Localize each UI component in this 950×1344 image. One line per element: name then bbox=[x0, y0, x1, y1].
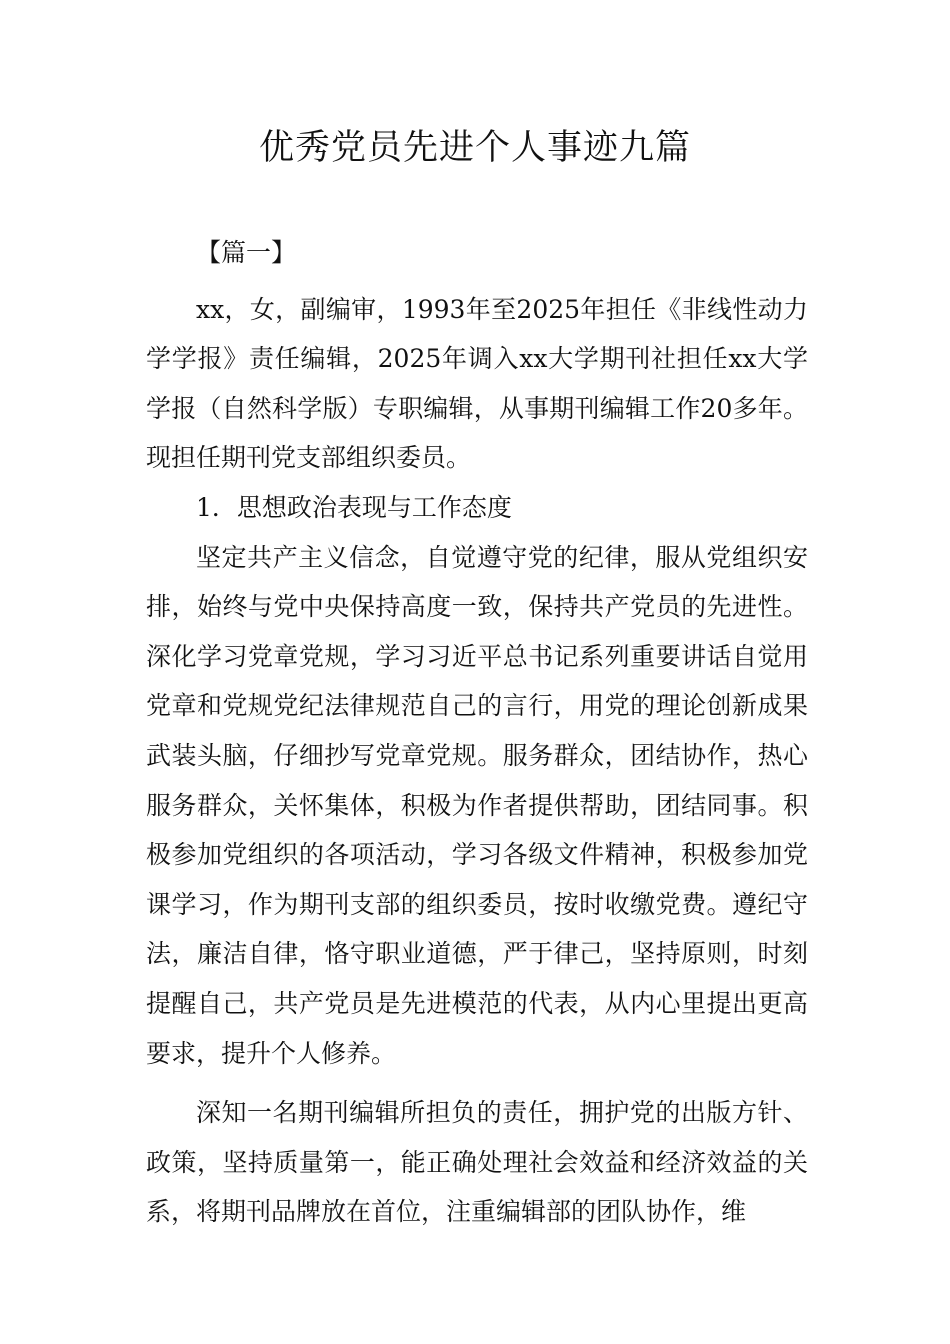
section-heading: 【篇一】 bbox=[196, 238, 297, 267]
paragraph-responsibility: 深知一名期刊编辑所担负的责任，拥护党的出版方针、政策，坚持质量第一，能正确处理社会效益和经济效益的关系，将期刊品牌放在首位，注重编辑部的团队协作，维 bbox=[146, 1098, 808, 1227]
paragraph-beliefs: 坚定共产主义信念，自觉遵守党的纪律，服从党组织安排，始终与党中央保持高度一致，保持共产党员的先进性。深化学习党章党规，学习习近平总书记系列重要讲话自觉用党章和党规党纪法律规范自己的言行，用党的理论创新成果武装头脑，仔细抄写党章党规。服务群众，团结协作，热心服务群众，关怀集体，积极为作者提供帮助，团结同事。积极参加党组织的各项活动，学习各级文件精神，积极参加党课学习，作为期刊支部的组织委员，按时收缴党费。遵纪守法，廉洁自律，恪守职业道德，严于律己，坚持原则，时刻提醒自己，共产党员是先进模范的代表，从内心里提出更高要求，提升个人修养。 bbox=[146, 542, 808, 1068]
paragraph-intro: xx，女，副编审，1993年至2025年担任《非线性动力学学报》责任编辑，2025年调入xx大学期刊社担任xx大学学报（自然科学版）专职编辑，从事期刊编辑工作20多年。现担任期刊党支部组织委员。 bbox=[146, 294, 808, 473]
document-title: 优秀党员先进个人事迹九篇 bbox=[258, 128, 691, 168]
document-body bbox=[146, 228, 808, 1237]
subheading-political: 1．思想政治表现与工作态度 bbox=[196, 492, 512, 522]
